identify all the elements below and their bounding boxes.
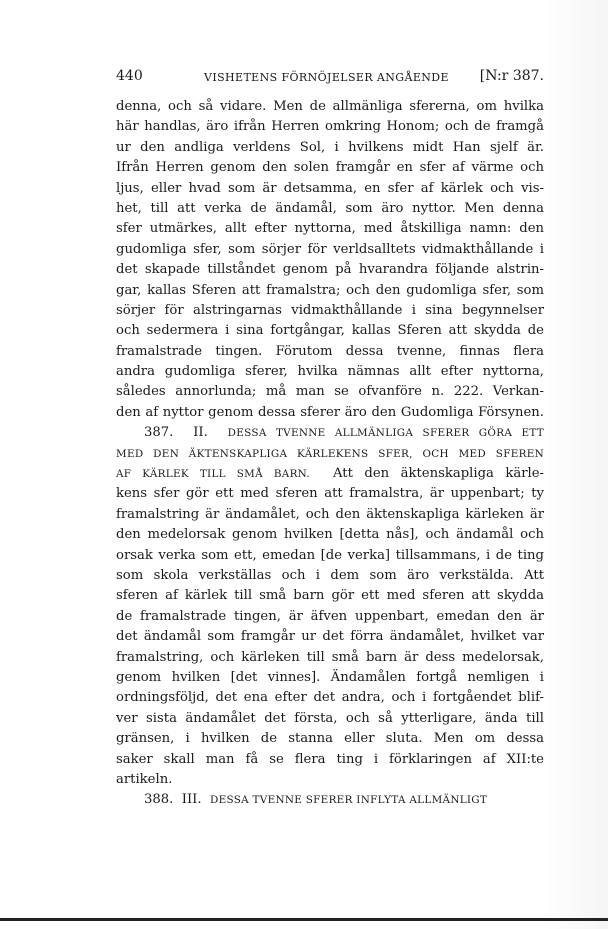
text-line: andra gudomliga sferer, hvilka nämnas allt efter nyttorna, xyxy=(116,364,544,380)
paragraph-388-heading-line xyxy=(116,790,544,810)
text-line: de framalstrade tingen, är äfven uppenbart, emedan den är xyxy=(116,608,544,624)
text-line: het, till att verka de ändamål, som äro nyttor. Men denna xyxy=(116,200,544,216)
paragraph-387-heading-line-3 xyxy=(116,464,544,484)
text-line: det ändamål som framgår ur det förra ändamålet, hvilket var xyxy=(116,629,544,645)
text-line: framalstring är ändamålet, och den äktenskapliga kärleken är xyxy=(116,506,544,522)
text-line: gränsen, i hvilken de stanna eller sluta. Men om dessa xyxy=(116,731,544,747)
text-line: ur den andliga verldens Sol, i hvilkens midt Han sjelf är. xyxy=(116,139,544,155)
text-line: orsak verka som ett, emedan [de verka] tillsammans, i de ting xyxy=(116,547,544,563)
paragraph-387-heading-line-2 xyxy=(116,444,544,464)
text-line: sferen af kärlek till små barn gör ett med sferen att skydda xyxy=(116,588,544,604)
running-title: VISHETENS FÖRNÖJELSER ANGÅENDE xyxy=(204,71,449,84)
paragraph-roman: III. xyxy=(181,792,202,808)
page-body xyxy=(116,97,544,811)
text-line: här handlas, äro ifrån Herren omkring Honom; och de framgå xyxy=(116,119,544,135)
paragraph-number: 387. xyxy=(144,425,174,441)
text-line: sörjer för alstringarnas vidmakthållande i sina begynnelser xyxy=(116,302,544,318)
text-line: ljus, eller hvad som är detsamma, en sfer af kärlek och vis- xyxy=(116,180,544,196)
text-line: framalstrade tingen. Förutom dessa tvenne, finnas flera xyxy=(116,343,544,359)
text-line: ordningsföljd, det ena efter det andra, och i fortgåendet blif- xyxy=(116,690,544,706)
page-number: 440 xyxy=(116,68,143,84)
paragraph-387-heading-line-1 xyxy=(116,423,544,443)
paragraph-heading: AF KÄRLEK TILL SMÅ BARN. xyxy=(116,468,311,481)
page-header xyxy=(116,68,544,90)
page-shading xyxy=(546,0,608,929)
text-line: sfer utmärkes, allt efter nyttorna, med åtskilliga namn: den xyxy=(116,221,544,237)
section-reference: [N:r 387. xyxy=(479,68,544,84)
text-fragment: Att den äktenskapliga kärle- xyxy=(333,466,544,482)
text-line: den af nyttor genom dessa sferer äro den Gudomliga Försynen. xyxy=(116,404,544,420)
text-line: Ifrån Herren genom den solen framgår en sfer af värme och xyxy=(116,160,544,176)
text-line: artikeln. xyxy=(116,771,173,787)
text-line: och sedermera i sina fortgångar, kallas Sferen att skydda de xyxy=(116,323,544,339)
text-line: gudomliga sfer, som sörjer för verldsalltets vidmakthållande i xyxy=(116,241,544,257)
paragraph-roman: II. xyxy=(193,425,208,441)
text-line: gar, kallas Sferen att framalstra; och den gudomliga sfer, som xyxy=(116,282,544,298)
text-line: den medelorsak genom hvilken [detta nås], och ändamål och xyxy=(116,527,544,543)
text-line: som skola verkställas och i dem som äro verkstälda. Att xyxy=(116,567,544,583)
paragraph-heading: DESSA TVENNE ALLMÄNLIGA SFERER GÖRA ETT xyxy=(227,427,544,440)
paragraph-heading: DESSA TVENNE SFERER INFLYTA ALLMÄNLIGT xyxy=(209,794,488,807)
scan-bottom-edge xyxy=(0,918,608,921)
paragraph-heading: MED DEN ÄKTENSKAPLIGA KÄRLEKENS SFER, OCH MED SFEREN xyxy=(116,447,544,460)
text-line: således annorlunda; må man se ofvanföre n. 222. Verkan- xyxy=(116,384,544,400)
text-line: ver sista ändamålet det första, och så ytterligare, ända till xyxy=(116,710,544,726)
text-line: kens sfer gör ett med sferen att framalstra, är uppenbart; ty xyxy=(116,486,544,502)
text-line: genom hvilken [det vinnes]. Ändamålen fortgå nemligen i xyxy=(116,669,544,685)
paragraph-number: 388. xyxy=(144,792,174,808)
text-line: framalstring, och kärleken till små barn är dess medelorsak, xyxy=(116,649,544,665)
text-line: saker skall man få se flera ting i förklaringen af XII:te xyxy=(116,751,544,767)
text-line: det skapade tillståndet genom på hvarandra följande alstrin- xyxy=(116,262,544,278)
text-line: denna, och så vidare. Men de allmänliga sfererna, om hvilka xyxy=(116,99,544,114)
